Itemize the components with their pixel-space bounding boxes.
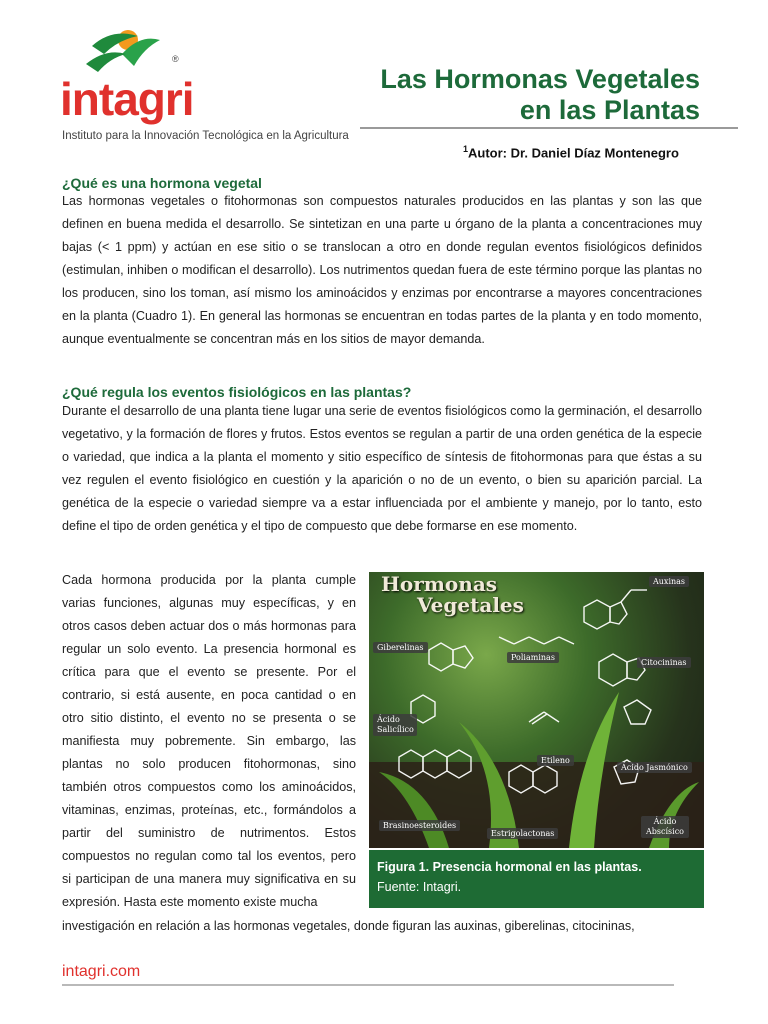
label-acido-jasmonico: Ácido Jasmónico [617, 762, 692, 773]
figure-hormonas [369, 572, 704, 908]
label-estrigolactonas: Estrigolactonas [487, 828, 558, 839]
section-heading-eventos: ¿Qué regula los eventos fisiológicos en las plantas? [62, 384, 412, 400]
author-line [463, 144, 679, 160]
label-acido-salicilico: Ácido Salicílico [373, 714, 417, 736]
figure-title-line-2: Vegetales [417, 593, 524, 617]
intagri-logo [60, 22, 194, 132]
tagline: Instituto para la Innovación Tecnológica en la Agricultura [62, 130, 349, 142]
header-divider [360, 127, 738, 129]
label-auxinas: Auxinas [649, 576, 689, 587]
footer-website-link[interactable]: intagri.com [62, 963, 141, 980]
section-body-eventos: Durante el desarrollo de una planta tiene lugar una serie de eventos fisiológicos como la germinación, el desarrollo vegetativo, y la formación de flores y frutos. Estos eventos se regulan a partir de una orden genética de la especie o variedad, que indica a la planta el momento y sitio específico de síntesis de fitohormonas para que éstas a su vez regulen el evento fisiológico en cuestión y la aparición o no de un evento, o bien su aparición parcial. La genética de la especie o variedad siempre va a estar influenciada por el ambiente y manejo, por lo tanto, esto define el tipo de orden genética y el tipo de compuesto que debe formarse en ese momento. [62, 404, 702, 533]
figure-title [381, 574, 524, 616]
logo-wordmark: intagri [60, 73, 194, 125]
title-line-2: en las Plantas [519, 95, 700, 125]
leaves-icon [82, 24, 162, 72]
label-etileno: Etileno [537, 755, 574, 766]
label-acido-abscisico: Ácido Abscísico [641, 816, 689, 838]
author-footnote-mark: 1 [463, 144, 469, 154]
title-line-1: Las Hormonas Vegetales [380, 64, 700, 94]
author-name: Autor: Dr. Daniel Díaz Montenegro [468, 145, 679, 161]
figure-title-line-1: Hormonas [381, 572, 498, 596]
caption-title: Figura 1. Presencia hormonal en las plantas. [377, 860, 642, 874]
label-brasinoesteroides: Brasinoesteroides [379, 820, 460, 831]
caption-source: Fuente: Intagri. [377, 880, 462, 894]
registered-mark: ® [172, 54, 179, 64]
footer-divider [62, 984, 674, 986]
section-body-funciones: Cada hormona producida por la planta cumple varias funciones, algunas muy específicas, y en otros casos deben actuar dos o más hormonas para regular un solo evento. La presencia hormonal es crítica para que el evento se presente. Por el contrario, si está ausente, en poca cantidad o en otro sitio distinto, el evento no se presenta o se manifiesta muy pobremente. Sin embargo, las plantas no solo producen fitohormonas, sino también otros compuestos como los aminoácidos, vitaminas, enzimas, proteínas, etc., formándolos a partir del suministro de nutrimentos. Estos compuestos no regulan como tal los eventos, pero si participan de una manera muy significativa en su expresión. Hasta este momento existe mucha [62, 573, 356, 909]
figure-image [369, 572, 704, 848]
label-citocininas: Citocininas [637, 657, 691, 668]
figure-caption [369, 850, 704, 908]
section-heading-hormona: ¿Qué es una hormona vegetal [62, 175, 262, 191]
label-giberelinas: Giberelinas [373, 642, 428, 653]
section-body-continuacion: investigación en relación a las hormonas vegetales, donde figuran las auxinas, giberelinas, citocininas, [62, 919, 635, 933]
label-poliaminas: Poliaminas [507, 652, 559, 663]
page-title [380, 64, 700, 126]
section-body-hormona: Las hormonas vegetales o fitohormonas son compuestos naturales producidos en las plantas y son las que definen en buena medida el desarrollo. Se sintetizan en una parte u órgano de la planta a concentraciones muy bajas (< 1 ppm) y actúan en ese sitio o se translocan a otro en donde regulan eventos fisiológicos definidos (estimulan, inhiben o modifican el desarrollo). Los nutrimentos quedan fuera de este término porque las plantas no los producen, sino los toman, así mismo los aminoácidos y enzimas por encontrarse a mayores concentraciones en la planta (Cuadro 1). En general las hormonas se encuentran en todas partes de la planta y en todo momento, aunque eventualmente se concentran más en los sitios de mayor demanda. [62, 194, 702, 346]
